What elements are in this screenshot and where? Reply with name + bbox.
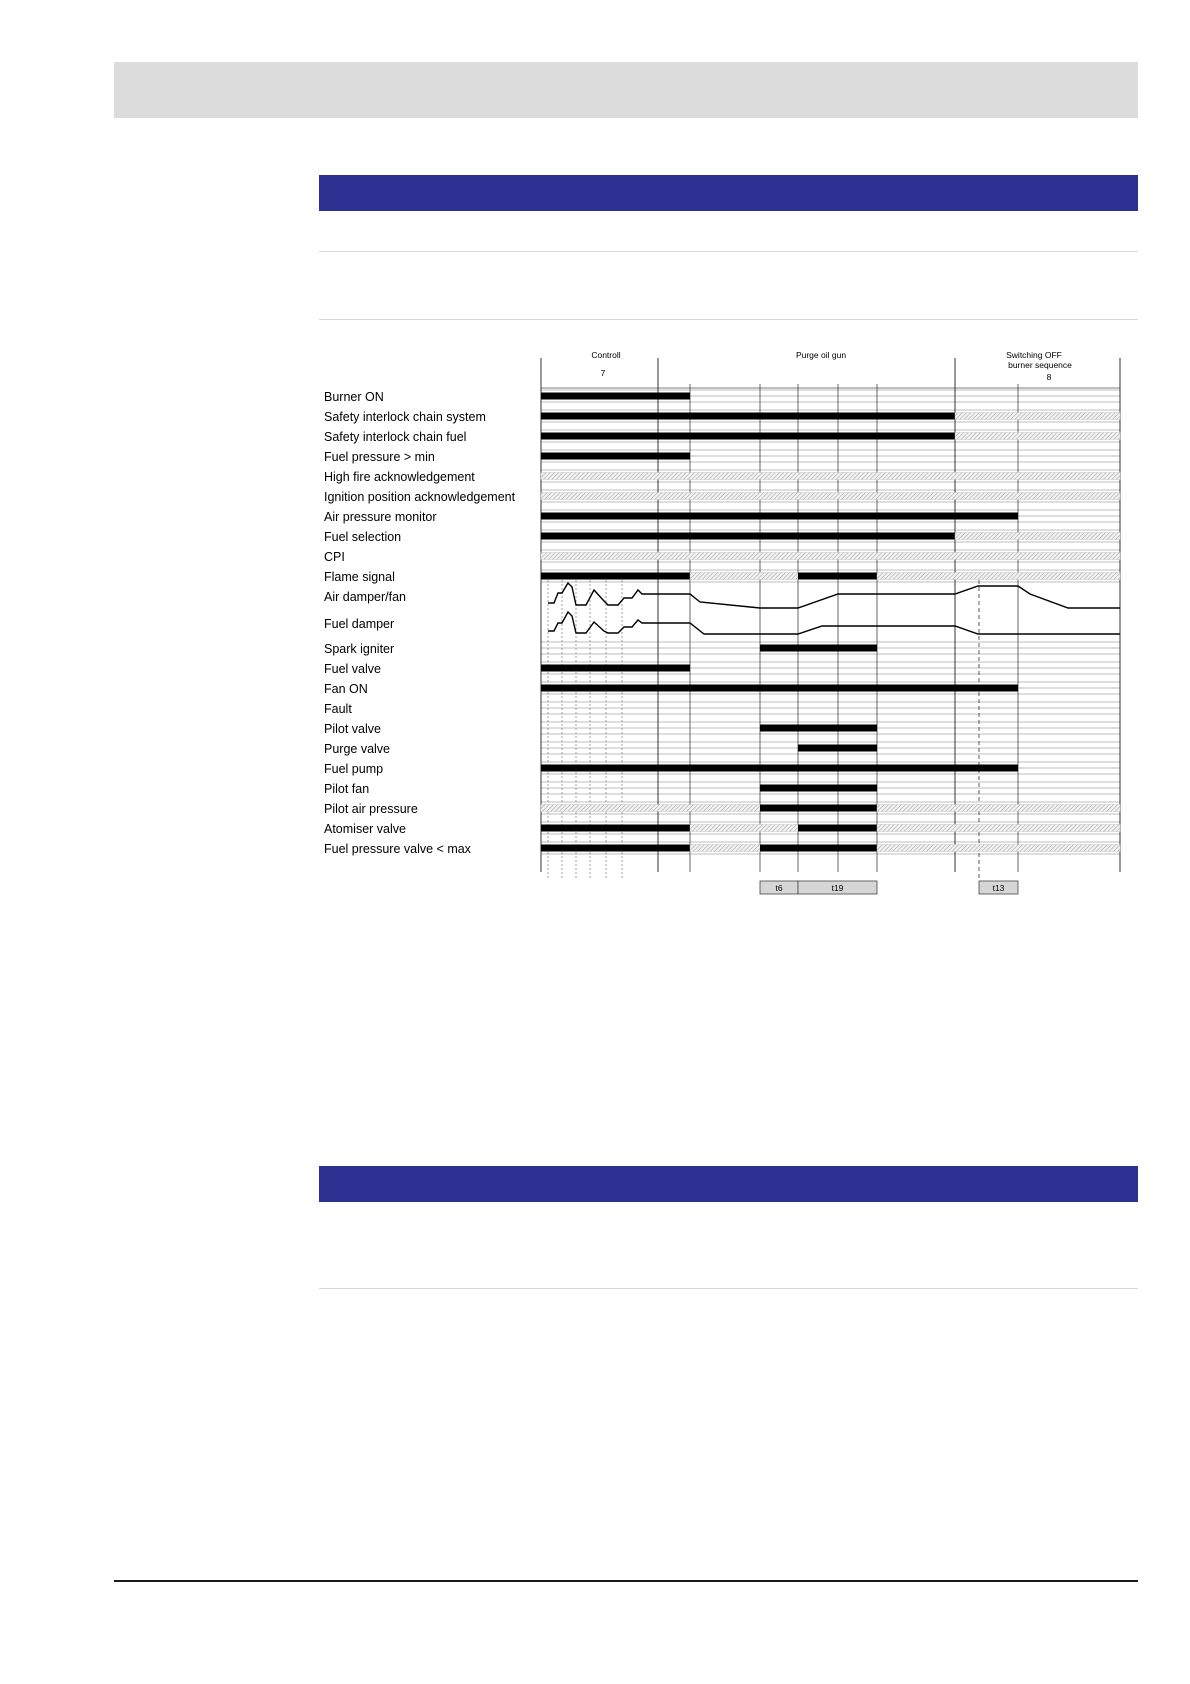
signal-label: Fuel valve <box>324 662 381 676</box>
signal-label: Purge valve <box>324 742 391 756</box>
signal-label: Fuel pump <box>324 762 384 776</box>
signal-label: Safety interlock chain system <box>324 410 486 424</box>
signal-on-bar <box>541 453 690 460</box>
signal-label: Air damper/fan <box>324 590 406 604</box>
signal-label: Fault <box>324 702 352 716</box>
signal-on-bar <box>541 825 690 832</box>
signal-on-bar <box>760 725 877 732</box>
signal-label: Fan ON <box>324 682 368 696</box>
phase-number-7: 7 <box>600 368 606 378</box>
signal-hatched-bar <box>955 533 1120 540</box>
phase-label-burner-sequence: burner sequence <box>1008 360 1072 370</box>
signal-label: Safety interlock chain fuel <box>324 430 467 444</box>
signal-on-bar <box>541 845 690 852</box>
signal-hatched-bar <box>877 845 1120 852</box>
signal-label: Fuel damper <box>324 617 395 631</box>
signal-label: Ignition position acknowledgement <box>324 490 516 504</box>
signal-hatched-bar <box>541 493 1120 500</box>
signal-label: Spark igniter <box>324 642 395 656</box>
signal-labels <box>324 390 516 856</box>
signal-label: Burner ON <box>324 390 384 404</box>
phase-label-switching-off: Switching OFF <box>1006 350 1062 360</box>
air-damper-curve <box>548 583 1120 608</box>
signal-on-bar <box>541 413 955 420</box>
signal-hatched-bar <box>955 413 1120 420</box>
signal-on-bar <box>541 765 1018 772</box>
divider <box>319 1288 1138 1289</box>
signal-hatched-bar <box>690 573 798 580</box>
phase-header <box>591 350 1072 382</box>
signal-hatched-bar <box>955 433 1120 440</box>
signal-bands <box>541 393 1120 852</box>
signal-hatched-bar <box>877 825 1120 832</box>
signal-label: Fuel selection <box>324 530 402 544</box>
signal-label: Pilot fan <box>324 782 370 796</box>
section-heading-bar <box>319 1166 1138 1202</box>
fuel-damper-curve <box>548 612 1120 634</box>
signal-on-bar <box>541 685 1018 692</box>
signal-label: CPI <box>324 550 345 564</box>
signal-hatched-bar <box>690 825 798 832</box>
signal-on-bar <box>798 745 877 752</box>
signal-on-bar <box>541 573 690 580</box>
signal-on-bar <box>541 433 955 440</box>
phase-number-8: 8 <box>1046 372 1052 382</box>
signal-on-bar <box>541 393 690 400</box>
damper-curves <box>548 583 1120 634</box>
timer-label: t19 <box>831 883 844 893</box>
timer-label: t13 <box>992 883 1005 893</box>
signal-on-bar <box>541 665 690 672</box>
signal-label: Pilot valve <box>324 722 381 736</box>
phase-label-purge-oil-gun: Purge oil gun <box>795 350 847 360</box>
signal-hatched-bar <box>690 845 760 852</box>
signal-hatched-bar <box>541 805 760 812</box>
signal-hatched-bar <box>541 553 1120 560</box>
signal-hatched-bar <box>541 473 1120 480</box>
signal-on-bar <box>798 573 877 580</box>
signal-hatched-bar <box>877 805 1120 812</box>
signal-on-bar <box>798 825 877 832</box>
timer-label: t6 <box>775 883 783 893</box>
signal-label: High fire acknowledgement <box>324 470 475 484</box>
signal-label: Flame signal <box>324 570 395 584</box>
signal-label: Pilot air pressure <box>324 802 418 816</box>
signal-label: Atomiser valve <box>324 822 406 836</box>
signal-on-bar <box>760 845 877 852</box>
footer-rule <box>114 1580 1138 1582</box>
signal-label: Fuel pressure valve < max <box>324 842 471 856</box>
signal-hatched-bar <box>877 573 1120 580</box>
signal-label: Air pressure monitor <box>324 510 437 524</box>
timer-boxes <box>760 881 1018 894</box>
signal-on-bar <box>760 805 877 812</box>
phase-label-controll: Controll <box>591 350 621 360</box>
signal-on-bar <box>760 645 877 652</box>
signal-on-bar <box>541 533 955 540</box>
signal-on-bar <box>541 513 1018 520</box>
signal-label: Fuel pressure > min <box>324 450 435 464</box>
signal-on-bar <box>760 785 877 792</box>
